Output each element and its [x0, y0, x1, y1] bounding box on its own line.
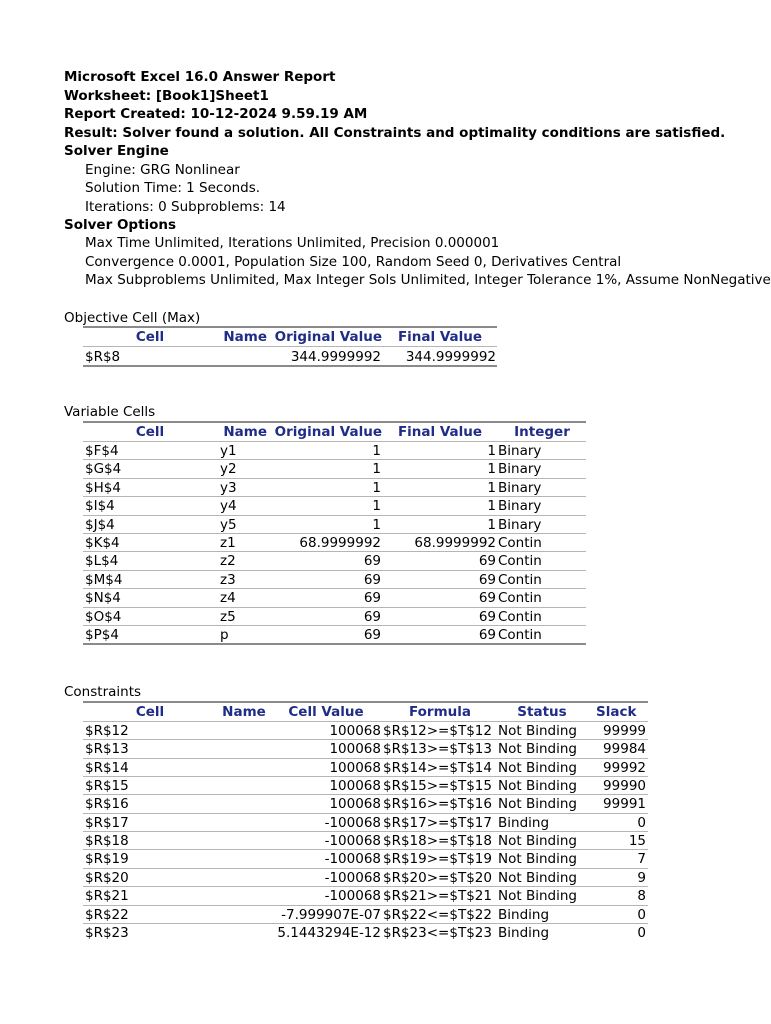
objective-final-value: 344.9999992: [405, 349, 496, 365]
iterations-text: Iterations: 0 Subproblems: 14: [85, 199, 286, 215]
report-created: Report Created: 10-12-2024 9.59.19 AM: [64, 106, 368, 122]
objective-original-value: 344.9999992: [290, 349, 381, 365]
worksheet-label: Worksheet: [Book1]Sheet1: [64, 88, 269, 104]
variable-name: z1: [220, 535, 236, 551]
constraint-formula: $R$14>=$T$14: [383, 760, 492, 776]
variable-cell-ref: $O$4: [85, 609, 122, 625]
constraint-status: Not Binding: [498, 760, 577, 776]
variable-final-value: 69: [478, 590, 496, 606]
variables-col-cell: Cell: [135, 424, 165, 440]
variable-name: y4: [220, 498, 237, 514]
constraint-formula: $R$19>=$T$19: [383, 851, 492, 867]
constraint-formula: $R$15>=$T$15: [383, 778, 492, 794]
variable-integer-type: Contin: [498, 609, 542, 625]
objective-header-rule: [83, 346, 497, 347]
constraint-slack: 15: [628, 833, 646, 849]
row-divider: [83, 643, 586, 645]
variable-cell-ref: $I$4: [85, 498, 115, 514]
variable-cell-ref: $K$4: [85, 535, 120, 551]
variables-col-final: Final Value: [397, 424, 483, 440]
variable-name: y1: [220, 443, 237, 459]
constraint-slack: 0: [637, 907, 646, 923]
constraints-col-value: Cell Value: [288, 704, 364, 720]
constraint-slack: 99990: [603, 778, 646, 794]
constraint-slack: 9: [637, 870, 646, 886]
variable-original-value: 68.9999992: [299, 535, 381, 551]
constraint-cell-ref: $R$12: [85, 723, 129, 739]
objective-heading: Objective Cell (Max): [64, 310, 201, 326]
variable-cell-ref: $H$4: [85, 480, 121, 496]
variable-final-value: 1: [487, 498, 496, 514]
constraint-cell-ref: $R$13: [85, 741, 129, 757]
constraint-slack: 99991: [603, 796, 646, 812]
variable-name: p: [220, 627, 229, 643]
variable-name: z5: [220, 609, 236, 625]
variable-final-value: 69: [478, 572, 496, 588]
constraint-formula: $R$21>=$T$21: [383, 888, 492, 904]
variable-name: z2: [220, 553, 236, 569]
constraint-cell-ref: $R$20: [85, 870, 129, 886]
variable-integer-type: Contin: [498, 590, 542, 606]
variable-integer-type: Binary: [498, 443, 542, 459]
constraint-status: Not Binding: [498, 888, 577, 904]
variable-original-value: 1: [372, 498, 381, 514]
variable-cell-ref: $N$4: [85, 590, 121, 606]
objective-bottom-rule: [83, 365, 497, 367]
constraint-formula: $R$20>=$T$20: [383, 870, 492, 886]
constraint-slack: 0: [637, 925, 646, 941]
constraint-formula: $R$18>=$T$18: [383, 833, 492, 849]
constraint-slack: 99999: [603, 723, 646, 739]
constraint-formula: $R$12>=$T$12: [383, 723, 492, 739]
constraint-cell-ref: $R$18: [85, 833, 129, 849]
constraint-slack: 99984: [603, 741, 646, 757]
constraints-col-name: Name: [222, 704, 266, 720]
variable-final-value: 69: [478, 609, 496, 625]
constraint-cell-ref: $R$21: [85, 888, 129, 904]
objective-col-name: Name: [223, 329, 267, 345]
variable-original-value: 69: [363, 627, 381, 643]
variable-original-value: 69: [363, 553, 381, 569]
constraint-formula: $R$23<=$T$23: [383, 925, 492, 941]
variable-integer-type: Contin: [498, 572, 542, 588]
constraint-status: Not Binding: [498, 851, 577, 867]
constraint-cell-value: 100068: [329, 778, 381, 794]
variable-original-value: 1: [372, 443, 381, 459]
constraint-formula: $R$17>=$T$17: [383, 815, 492, 831]
constraint-status: Binding: [498, 907, 550, 923]
variable-name: y5: [220, 517, 237, 533]
constraint-cell-value: 100068: [329, 723, 381, 739]
constraint-cell-ref: $R$17: [85, 815, 129, 831]
constraint-status: Not Binding: [498, 796, 577, 812]
constraint-cell-ref: $R$23: [85, 925, 129, 941]
variables-col-original: Original Value: [274, 424, 382, 440]
variable-original-value: 1: [372, 517, 381, 533]
constraint-cell-value: -100068: [324, 833, 381, 849]
constraint-cell-value: -100068: [324, 870, 381, 886]
variable-original-value: 69: [363, 609, 381, 625]
engine-text: Engine: GRG Nonlinear: [85, 162, 240, 178]
objective-col-final: Final Value: [397, 329, 483, 345]
constraint-slack: 7: [637, 851, 646, 867]
constraint-cell-ref: $R$19: [85, 851, 129, 867]
solver-result: Result: Solver found a solution. All Constraints and optimality conditions are satisfied.: [64, 125, 726, 141]
variable-final-value: 1: [487, 461, 496, 477]
variable-final-value: 69: [478, 553, 496, 569]
options-line-1: Max Time Unlimited, Iterations Unlimited, Precision 0.000001: [85, 235, 500, 251]
constraint-cell-ref: $R$16: [85, 796, 129, 812]
variable-name: y3: [220, 480, 237, 496]
variable-cell-ref: $J$4: [85, 517, 115, 533]
variable-cell-ref: $F$4: [85, 443, 119, 459]
constraint-status: Not Binding: [498, 870, 577, 886]
constraint-status: Not Binding: [498, 833, 577, 849]
variable-original-value: 69: [363, 572, 381, 588]
constraint-cell-value: 100068: [329, 760, 381, 776]
constraints-col-slack: Slack: [596, 704, 637, 720]
objective-cell-ref: $R$8: [85, 349, 121, 365]
variable-final-value: 69: [478, 627, 496, 643]
constraints-heading: Constraints: [64, 684, 142, 700]
variables-col-name: Name: [223, 424, 267, 440]
variable-final-value: 1: [487, 443, 496, 459]
variable-integer-type: Binary: [498, 517, 542, 533]
variable-cell-ref: $L$4: [85, 553, 119, 569]
constraint-cell-value: 5.1443294E-12: [277, 925, 381, 941]
constraint-cell-value: -100068: [324, 851, 381, 867]
variable-final-value: 68.9999992: [414, 535, 496, 551]
constraints-col-status: Status: [517, 704, 567, 720]
variable-final-value: 1: [487, 517, 496, 533]
constraint-formula: $R$22<=$T$22: [383, 907, 492, 923]
variables-heading: Variable Cells: [64, 404, 156, 420]
constraint-cell-ref: $R$15: [85, 778, 129, 794]
constraint-status: Not Binding: [498, 741, 577, 757]
constraint-cell-ref: $R$14: [85, 760, 129, 776]
constraint-formula: $R$16>=$T$16: [383, 796, 492, 812]
variable-final-value: 1: [487, 480, 496, 496]
variable-name: y2: [220, 461, 237, 477]
variable-original-value: 69: [363, 590, 381, 606]
objective-col-original: Original Value: [274, 329, 382, 345]
variable-original-value: 1: [372, 461, 381, 477]
variable-name: z4: [220, 590, 236, 606]
constraint-cell-value: -100068: [324, 815, 381, 831]
constraints-col-cell: Cell: [135, 704, 165, 720]
solver-options-heading: Solver Options: [64, 217, 177, 233]
variable-integer-type: Contin: [498, 553, 542, 569]
constraint-cell-value: -100068: [324, 888, 381, 904]
variable-cell-ref: $M$4: [85, 572, 123, 588]
constraint-slack: 99992: [603, 760, 646, 776]
report-title: Microsoft Excel 16.0 Answer Report: [64, 69, 336, 85]
constraint-slack: 8: [637, 888, 646, 904]
variable-original-value: 1: [372, 480, 381, 496]
variable-name: z3: [220, 572, 236, 588]
constraint-status: Not Binding: [498, 723, 577, 739]
variable-cell-ref: $G$4: [85, 461, 122, 477]
constraint-cell-value: 100068: [329, 741, 381, 757]
constraint-cell-value: 100068: [329, 796, 381, 812]
constraints-col-formula: Formula: [408, 704, 472, 720]
options-line-2: Convergence 0.0001, Population Size 100, Random Seed 0, Derivatives Central: [85, 254, 622, 270]
constraint-status: Binding: [498, 815, 550, 831]
constraint-slack: 0: [637, 815, 646, 831]
solver-engine-heading: Solver Engine: [64, 143, 169, 159]
constraint-status: Not Binding: [498, 778, 577, 794]
variables-col-integer: Integer: [514, 424, 570, 440]
objective-col-cell: Cell: [135, 329, 165, 345]
variable-integer-type: Binary: [498, 498, 542, 514]
options-line-3: Max Subproblems Unlimited, Max Integer Sols Unlimited, Integer Tolerance 1%, Assume NonNegative: [85, 272, 771, 288]
variable-integer-type: Contin: [498, 627, 542, 643]
constraint-cell-value: -7.999907E-07: [281, 907, 381, 923]
variable-integer-type: Contin: [498, 535, 542, 551]
variable-cell-ref: $P$4: [85, 627, 119, 643]
constraint-cell-ref: $R$22: [85, 907, 129, 923]
solution-time-text: Solution Time: 1 Seconds.: [85, 180, 261, 196]
variable-integer-type: Binary: [498, 461, 542, 477]
variable-integer-type: Binary: [498, 480, 542, 496]
constraint-formula: $R$13>=$T$13: [383, 741, 492, 757]
constraint-status: Binding: [498, 925, 550, 941]
